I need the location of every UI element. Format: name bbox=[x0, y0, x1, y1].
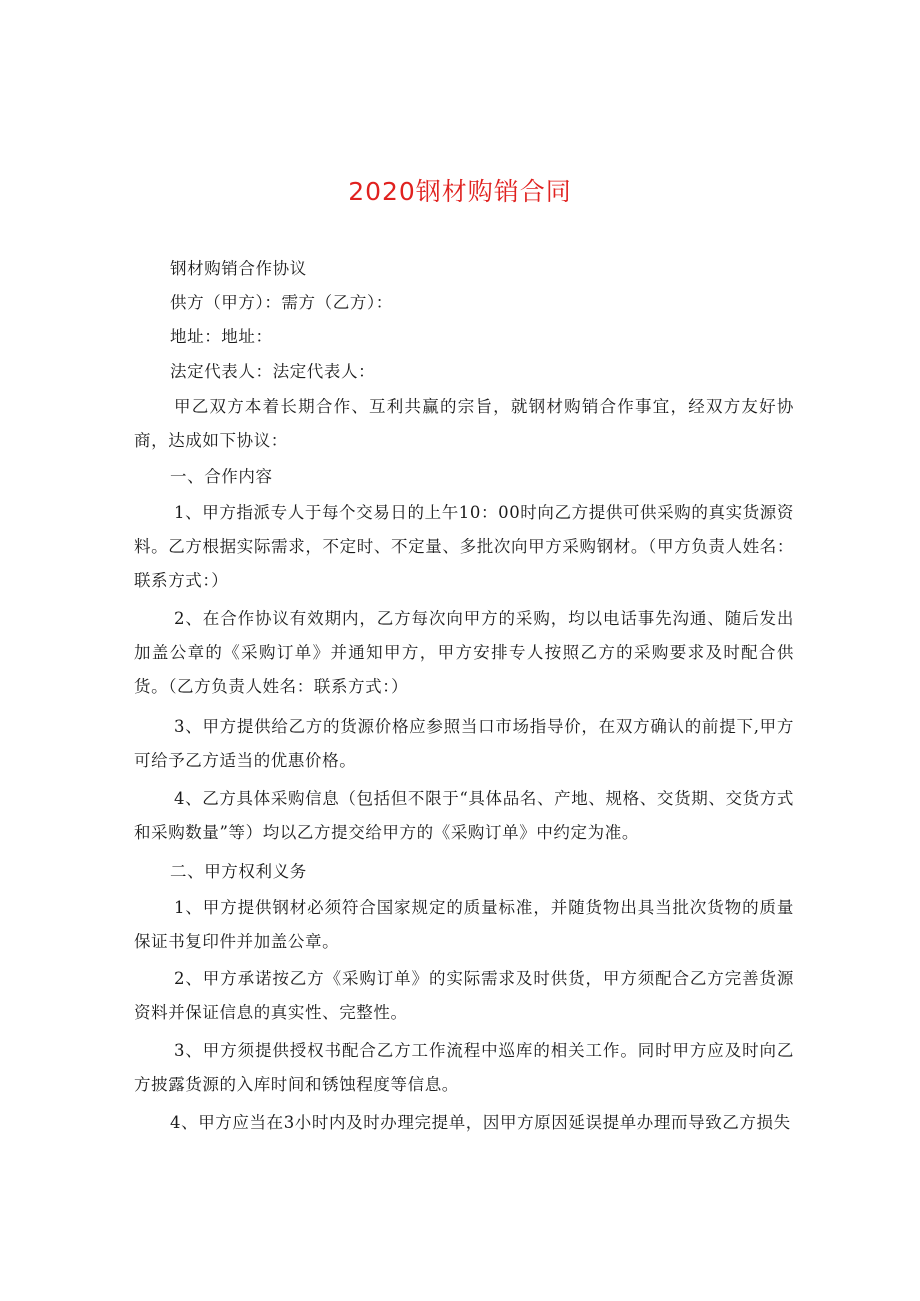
clause-1-3: 3、甲方提供给乙方的货源价格应参照当口市场指导价，在双方确认的前提下,甲方可给予乙方适当的优惠价格。 bbox=[134, 717, 794, 770]
section-heading-2: 二、甲方权利义务 bbox=[170, 862, 307, 881]
clause-2-1: 1、甲方提供钢材必须符合国家规定的质量标准，并随货物出具当批次货物的质量保证书复印件并加盖公章。 bbox=[134, 898, 794, 951]
paragraph-address: 地址：地址： bbox=[170, 327, 273, 346]
paragraph-preamble: 甲乙双方本着长期合作、互利共赢的宗旨，就钢材购销合作事宜，经双方友好协商，达成如下协议： bbox=[134, 397, 794, 450]
section-heading-1: 一、合作内容 bbox=[170, 467, 273, 486]
paragraph-agreement-name: 钢材购销合作协议 bbox=[170, 259, 307, 278]
clause-2-2: 2、甲方承诺按乙方《采购订单》的实际需求及时供货，甲方须配合乙方完善货源资料并保证信息的真实性、完整性。 bbox=[134, 969, 794, 1022]
clause-2-4: 4、甲方应当在3小时内及时办理完提单，因甲方原因延误提单办理而导致乙方损失 bbox=[170, 1113, 791, 1132]
clause-1-1: 1、甲方指派专人于每个交易日的上午10：00时向乙方提供可供采购的真实货源资料。乙方根据实际需求，不定时、不定量、多批次向甲方采购钢材。（甲方负责人姓名：联系方式：） bbox=[134, 503, 794, 590]
document-title: 2020钢材购销合同 bbox=[348, 177, 572, 206]
clause-2-3: 3、甲方须提供授权书配合乙方工作流程中巡库的相关工作。同时甲方应及时向乙方披露货源的入库时间和锈蚀程度等信息。 bbox=[134, 1041, 794, 1094]
paragraph-parties: 供方（甲方）：需方（乙方）： bbox=[170, 293, 393, 312]
paragraph-legal-rep: 法定代表人：法定代表人： bbox=[170, 362, 376, 381]
clause-1-4: 4、乙方具体采购信息（包括但不限于“具体品名、产地、规格、交货期、交货方式和采购数量”等）均以乙方提交给甲方的《采购订单》中约定为准。 bbox=[134, 789, 794, 842]
clause-1-2: 2、在合作协议有效期内，乙方每次向甲方的采购，均以电话事先沟通、随后发出加盖公章的《采购订单》并通知甲方，甲方安排专人按照乙方的采购要求及时配合供货。（乙方负责人姓名：联系方式：） bbox=[134, 609, 794, 696]
